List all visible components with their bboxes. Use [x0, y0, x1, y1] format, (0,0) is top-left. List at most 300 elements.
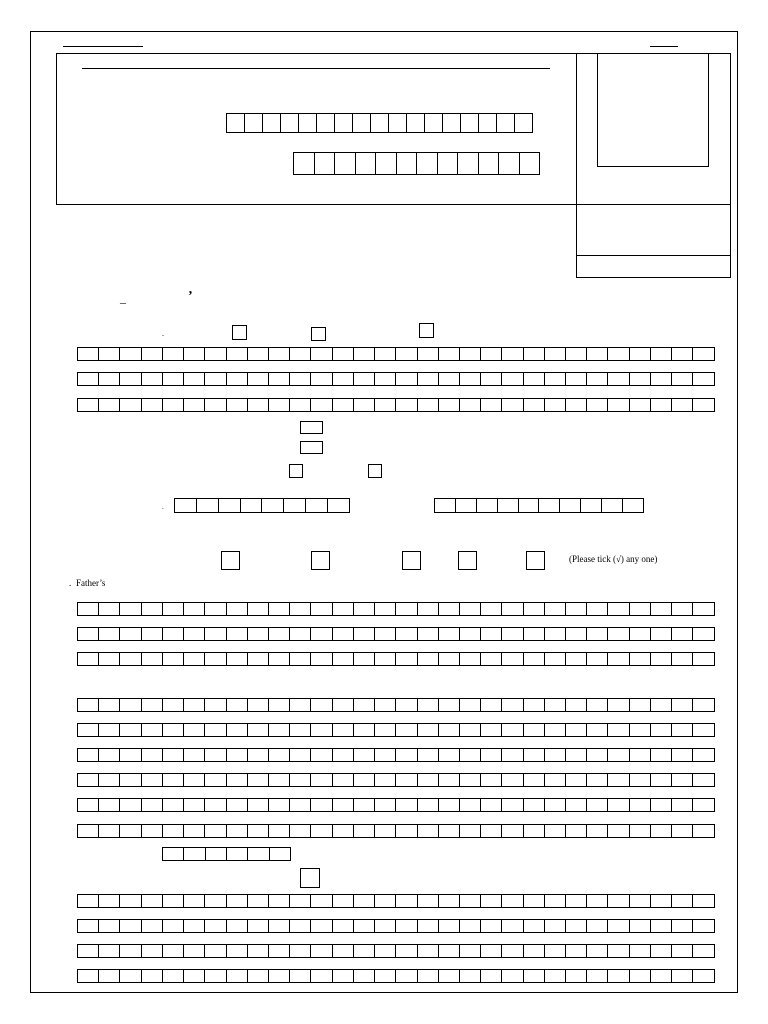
- char-box[interactable]: [119, 919, 141, 933]
- char-box[interactable]: [671, 969, 693, 983]
- char-box[interactable]: [310, 602, 332, 616]
- char-box[interactable]: [523, 698, 545, 712]
- char-box[interactable]: [226, 919, 248, 933]
- char-box[interactable]: [480, 748, 502, 762]
- bottom-field-line-3[interactable]: [77, 944, 714, 958]
- char-box[interactable]: [289, 372, 311, 386]
- char-box[interactable]: [671, 652, 693, 666]
- char-box[interactable]: [692, 748, 714, 762]
- char-box[interactable]: [334, 152, 356, 175]
- char-box[interactable]: [162, 602, 184, 616]
- char-box[interactable]: [77, 824, 99, 838]
- char-box[interactable]: [183, 944, 205, 958]
- char-box[interactable]: [650, 773, 672, 787]
- char-box[interactable]: [607, 944, 629, 958]
- char-box[interactable]: [353, 698, 375, 712]
- char-box[interactable]: [498, 152, 520, 175]
- char-box[interactable]: [438, 798, 460, 812]
- char-box[interactable]: [629, 398, 651, 412]
- char-box[interactable]: [417, 773, 439, 787]
- char-box[interactable]: [141, 894, 163, 908]
- char-box[interactable]: [438, 824, 460, 838]
- char-box[interactable]: [629, 944, 651, 958]
- char-box[interactable]: [332, 773, 354, 787]
- char-box[interactable]: [523, 723, 545, 737]
- char-box[interactable]: [607, 602, 629, 616]
- char-box[interactable]: [353, 798, 375, 812]
- char-box[interactable]: [650, 919, 672, 933]
- char-box[interactable]: [174, 498, 197, 513]
- char-box[interactable]: [183, 748, 205, 762]
- char-box[interactable]: [261, 498, 284, 513]
- char-box[interactable]: [183, 919, 205, 933]
- char-box[interactable]: [247, 602, 269, 616]
- name-field-line-3[interactable]: [77, 398, 714, 412]
- char-box[interactable]: [353, 748, 375, 762]
- char-box[interactable]: [395, 723, 417, 737]
- char-box[interactable]: [247, 847, 269, 861]
- date-field-2[interactable]: [434, 498, 643, 513]
- char-box[interactable]: [98, 372, 120, 386]
- char-box[interactable]: [141, 944, 163, 958]
- char-box[interactable]: [332, 894, 354, 908]
- char-box[interactable]: [162, 824, 184, 838]
- char-box[interactable]: [692, 347, 714, 361]
- char-box[interactable]: [119, 347, 141, 361]
- char-box[interactable]: [629, 919, 651, 933]
- char-box[interactable]: [310, 748, 332, 762]
- char-box[interactable]: [247, 398, 269, 412]
- char-box[interactable]: [671, 698, 693, 712]
- char-box[interactable]: [395, 894, 417, 908]
- char-box[interactable]: [218, 498, 241, 513]
- char-box[interactable]: [417, 944, 439, 958]
- char-box[interactable]: [650, 652, 672, 666]
- char-box[interactable]: [268, 372, 290, 386]
- char-box[interactable]: [247, 894, 269, 908]
- char-box[interactable]: [607, 652, 629, 666]
- char-box[interactable]: [353, 824, 375, 838]
- char-box[interactable]: [332, 798, 354, 812]
- char-box[interactable]: [247, 347, 269, 361]
- char-box[interactable]: [622, 498, 644, 513]
- char-box[interactable]: [607, 627, 629, 641]
- registration-number-field[interactable]: [226, 113, 536, 133]
- option-checkbox-5[interactable]: [368, 464, 382, 478]
- char-box[interactable]: [607, 824, 629, 838]
- char-box[interactable]: [671, 347, 693, 361]
- char-box[interactable]: [459, 398, 481, 412]
- char-box[interactable]: [629, 773, 651, 787]
- char-box[interactable]: [310, 723, 332, 737]
- char-box[interactable]: [417, 798, 439, 812]
- char-box[interactable]: [460, 113, 479, 133]
- char-box[interactable]: [141, 372, 163, 386]
- char-box[interactable]: [310, 944, 332, 958]
- char-box[interactable]: [332, 919, 354, 933]
- char-box[interactable]: [226, 627, 248, 641]
- char-box[interactable]: [204, 698, 226, 712]
- char-box[interactable]: [204, 748, 226, 762]
- char-box[interactable]: [98, 824, 120, 838]
- char-box[interactable]: [629, 372, 651, 386]
- char-box[interactable]: [629, 698, 651, 712]
- char-box[interactable]: [671, 748, 693, 762]
- signature-box[interactable]: [576, 204, 731, 256]
- char-box[interactable]: [204, 969, 226, 983]
- char-box[interactable]: [565, 824, 587, 838]
- char-box[interactable]: [183, 398, 205, 412]
- char-box[interactable]: [310, 798, 332, 812]
- char-box[interactable]: [332, 698, 354, 712]
- char-box[interactable]: [459, 969, 481, 983]
- char-box[interactable]: [374, 773, 396, 787]
- char-box[interactable]: [671, 398, 693, 412]
- char-box[interactable]: [226, 847, 248, 861]
- char-box[interactable]: [247, 698, 269, 712]
- char-box[interactable]: [629, 748, 651, 762]
- char-box[interactable]: [196, 498, 219, 513]
- char-box[interactable]: [650, 723, 672, 737]
- char-box[interactable]: [607, 698, 629, 712]
- char-box[interactable]: [417, 723, 439, 737]
- char-box[interactable]: [501, 398, 523, 412]
- char-box[interactable]: [332, 944, 354, 958]
- char-box[interactable]: [268, 824, 290, 838]
- char-box[interactable]: [353, 652, 375, 666]
- char-box[interactable]: [523, 919, 545, 933]
- char-box[interactable]: [332, 398, 354, 412]
- char-box[interactable]: [204, 919, 226, 933]
- char-box[interactable]: [501, 723, 523, 737]
- char-box[interactable]: [565, 969, 587, 983]
- char-box[interactable]: [141, 919, 163, 933]
- char-box[interactable]: [183, 847, 205, 861]
- char-box[interactable]: [480, 824, 502, 838]
- char-box[interactable]: [501, 969, 523, 983]
- char-box[interactable]: [395, 602, 417, 616]
- pin-code-field[interactable]: [162, 847, 289, 861]
- char-box[interactable]: [544, 773, 566, 787]
- char-box[interactable]: [310, 398, 332, 412]
- char-box[interactable]: [268, 652, 290, 666]
- char-box[interactable]: [141, 347, 163, 361]
- date-field-1[interactable]: [174, 498, 349, 513]
- char-box[interactable]: [280, 113, 299, 133]
- char-box[interactable]: [442, 113, 461, 133]
- char-box[interactable]: [298, 113, 317, 133]
- address-line-3[interactable]: [77, 748, 714, 762]
- char-box[interactable]: [183, 627, 205, 641]
- char-box[interactable]: [523, 944, 545, 958]
- char-box[interactable]: [438, 372, 460, 386]
- char-box[interactable]: [565, 723, 587, 737]
- char-box[interactable]: [310, 824, 332, 838]
- char-box[interactable]: [476, 498, 498, 513]
- char-box[interactable]: [523, 372, 545, 386]
- char-box[interactable]: [247, 798, 269, 812]
- char-box[interactable]: [226, 969, 248, 983]
- char-box[interactable]: [650, 627, 672, 641]
- char-box[interactable]: [226, 398, 248, 412]
- char-box[interactable]: [119, 824, 141, 838]
- char-box[interactable]: [692, 372, 714, 386]
- char-box[interactable]: [268, 723, 290, 737]
- char-box[interactable]: [480, 372, 502, 386]
- char-box[interactable]: [310, 627, 332, 641]
- char-box[interactable]: [438, 347, 460, 361]
- char-box[interactable]: [671, 944, 693, 958]
- char-box[interactable]: [268, 347, 290, 361]
- char-box[interactable]: [438, 602, 460, 616]
- char-box[interactable]: [565, 347, 587, 361]
- char-box[interactable]: [438, 723, 460, 737]
- char-box[interactable]: [268, 798, 290, 812]
- char-box[interactable]: [374, 398, 396, 412]
- char-box[interactable]: [650, 824, 672, 838]
- char-box[interactable]: [455, 498, 477, 513]
- char-box[interactable]: [523, 824, 545, 838]
- address-line-5[interactable]: [77, 798, 714, 812]
- char-box[interactable]: [226, 824, 248, 838]
- char-box[interactable]: [119, 372, 141, 386]
- char-box[interactable]: [692, 944, 714, 958]
- char-box[interactable]: [355, 152, 377, 175]
- char-box[interactable]: [586, 824, 608, 838]
- option-checkbox-3[interactable]: [419, 323, 434, 338]
- char-box[interactable]: [374, 824, 396, 838]
- char-box[interactable]: [459, 372, 481, 386]
- char-box[interactable]: [565, 944, 587, 958]
- char-box[interactable]: [141, 698, 163, 712]
- char-box[interactable]: [692, 798, 714, 812]
- char-box[interactable]: [119, 723, 141, 737]
- char-box[interactable]: [692, 894, 714, 908]
- char-box[interactable]: [334, 113, 353, 133]
- char-box[interactable]: [247, 773, 269, 787]
- char-box[interactable]: [141, 748, 163, 762]
- char-box[interactable]: [406, 113, 425, 133]
- char-box[interactable]: [523, 652, 545, 666]
- char-box[interactable]: [607, 723, 629, 737]
- char-box[interactable]: [77, 398, 99, 412]
- char-box[interactable]: [565, 372, 587, 386]
- char-box[interactable]: [141, 652, 163, 666]
- char-box[interactable]: [565, 698, 587, 712]
- char-box[interactable]: [459, 748, 481, 762]
- char-box[interactable]: [268, 698, 290, 712]
- char-box[interactable]: [395, 652, 417, 666]
- char-box[interactable]: [289, 723, 311, 737]
- char-box[interactable]: [580, 498, 602, 513]
- char-box[interactable]: [388, 113, 407, 133]
- char-box[interactable]: [98, 698, 120, 712]
- char-box[interactable]: [692, 698, 714, 712]
- char-box[interactable]: [375, 152, 397, 175]
- char-box[interactable]: [438, 652, 460, 666]
- char-box[interactable]: [98, 347, 120, 361]
- char-box[interactable]: [395, 798, 417, 812]
- char-box[interactable]: [586, 969, 608, 983]
- char-box[interactable]: [374, 969, 396, 983]
- char-box[interactable]: [353, 919, 375, 933]
- char-box[interactable]: [268, 944, 290, 958]
- char-box[interactable]: [162, 919, 184, 933]
- char-box[interactable]: [586, 372, 608, 386]
- char-box[interactable]: [353, 347, 375, 361]
- char-box[interactable]: [77, 602, 99, 616]
- char-box[interactable]: [226, 347, 248, 361]
- char-box[interactable]: [289, 748, 311, 762]
- char-box[interactable]: [183, 372, 205, 386]
- char-box[interactable]: [289, 698, 311, 712]
- char-box[interactable]: [141, 627, 163, 641]
- char-box[interactable]: [523, 969, 545, 983]
- char-box[interactable]: [310, 894, 332, 908]
- char-box[interactable]: [565, 652, 587, 666]
- char-box[interactable]: [629, 824, 651, 838]
- char-box[interactable]: [457, 152, 479, 175]
- char-box[interactable]: [544, 798, 566, 812]
- bottom-field-line-4[interactable]: [77, 969, 714, 983]
- char-box[interactable]: [501, 627, 523, 641]
- char-box[interactable]: [204, 627, 226, 641]
- char-box[interactable]: [417, 627, 439, 641]
- char-box[interactable]: [289, 969, 311, 983]
- category-checkbox-1[interactable]: [221, 551, 240, 570]
- char-box[interactable]: [586, 698, 608, 712]
- char-box[interactable]: [183, 798, 205, 812]
- char-box[interactable]: [417, 347, 439, 361]
- char-box[interactable]: [77, 627, 99, 641]
- char-box[interactable]: [438, 748, 460, 762]
- char-box[interactable]: [162, 627, 184, 641]
- char-box[interactable]: [565, 798, 587, 812]
- char-box[interactable]: [650, 602, 672, 616]
- char-box[interactable]: [183, 824, 205, 838]
- char-box[interactable]: [692, 398, 714, 412]
- char-box[interactable]: [501, 773, 523, 787]
- char-box[interactable]: [141, 969, 163, 983]
- char-box[interactable]: [629, 602, 651, 616]
- char-box[interactable]: [204, 773, 226, 787]
- char-box[interactable]: [417, 748, 439, 762]
- char-box[interactable]: [544, 652, 566, 666]
- char-box[interactable]: [268, 398, 290, 412]
- char-box[interactable]: [98, 894, 120, 908]
- char-box[interactable]: [671, 372, 693, 386]
- char-box[interactable]: [204, 372, 226, 386]
- char-box[interactable]: [353, 602, 375, 616]
- char-box[interactable]: [395, 944, 417, 958]
- char-box[interactable]: [607, 347, 629, 361]
- char-box[interactable]: [226, 372, 248, 386]
- char-box[interactable]: [395, 919, 417, 933]
- char-box[interactable]: [650, 969, 672, 983]
- char-box[interactable]: [586, 398, 608, 412]
- char-box[interactable]: [544, 398, 566, 412]
- char-box[interactable]: [523, 347, 545, 361]
- char-box[interactable]: [459, 602, 481, 616]
- char-box[interactable]: [586, 627, 608, 641]
- char-box[interactable]: [332, 824, 354, 838]
- char-box[interactable]: [497, 498, 519, 513]
- char-box[interactable]: [289, 798, 311, 812]
- char-box[interactable]: [480, 894, 502, 908]
- category-checkbox-4[interactable]: [458, 551, 477, 570]
- char-box[interactable]: [268, 969, 290, 983]
- char-box[interactable]: [247, 652, 269, 666]
- char-box[interactable]: [77, 919, 99, 933]
- char-box[interactable]: [438, 944, 460, 958]
- char-box[interactable]: [586, 773, 608, 787]
- char-box[interactable]: [77, 723, 99, 737]
- char-box[interactable]: [586, 347, 608, 361]
- char-box[interactable]: [607, 919, 629, 933]
- char-box[interactable]: [501, 372, 523, 386]
- char-box[interactable]: [416, 152, 438, 175]
- char-box[interactable]: [607, 372, 629, 386]
- char-box[interactable]: [332, 969, 354, 983]
- char-box[interactable]: [247, 919, 269, 933]
- char-box[interactable]: [544, 627, 566, 641]
- char-box[interactable]: [437, 152, 459, 175]
- char-box[interactable]: [438, 919, 460, 933]
- char-box[interactable]: [226, 113, 245, 133]
- char-box[interactable]: [289, 652, 311, 666]
- char-box[interactable]: [119, 798, 141, 812]
- char-box[interactable]: [544, 894, 566, 908]
- char-box[interactable]: [501, 894, 523, 908]
- char-box[interactable]: [162, 798, 184, 812]
- char-box[interactable]: [183, 698, 205, 712]
- char-box[interactable]: [98, 773, 120, 787]
- char-box[interactable]: [459, 627, 481, 641]
- char-box[interactable]: [283, 498, 306, 513]
- char-box[interactable]: [523, 748, 545, 762]
- char-box[interactable]: [204, 944, 226, 958]
- fathers-name-line-1[interactable]: [77, 602, 714, 616]
- char-box[interactable]: [459, 824, 481, 838]
- char-box[interactable]: [77, 798, 99, 812]
- char-box[interactable]: [523, 798, 545, 812]
- char-box[interactable]: [374, 798, 396, 812]
- char-box[interactable]: [226, 723, 248, 737]
- char-box[interactable]: [183, 894, 205, 908]
- char-box[interactable]: [501, 698, 523, 712]
- char-box[interactable]: [417, 698, 439, 712]
- char-box[interactable]: [601, 498, 623, 513]
- char-box[interactable]: [374, 944, 396, 958]
- char-box[interactable]: [395, 773, 417, 787]
- char-box[interactable]: [395, 824, 417, 838]
- char-box[interactable]: [438, 894, 460, 908]
- char-box[interactable]: [417, 602, 439, 616]
- char-box[interactable]: [459, 773, 481, 787]
- char-box[interactable]: [289, 919, 311, 933]
- char-box[interactable]: [459, 919, 481, 933]
- char-box[interactable]: [353, 627, 375, 641]
- char-box[interactable]: [480, 919, 502, 933]
- char-box[interactable]: [374, 627, 396, 641]
- char-box[interactable]: [629, 969, 651, 983]
- char-box[interactable]: [478, 113, 497, 133]
- char-box[interactable]: [352, 113, 371, 133]
- char-box[interactable]: [141, 398, 163, 412]
- char-box[interactable]: [226, 602, 248, 616]
- char-box[interactable]: [268, 919, 290, 933]
- char-box[interactable]: [523, 627, 545, 641]
